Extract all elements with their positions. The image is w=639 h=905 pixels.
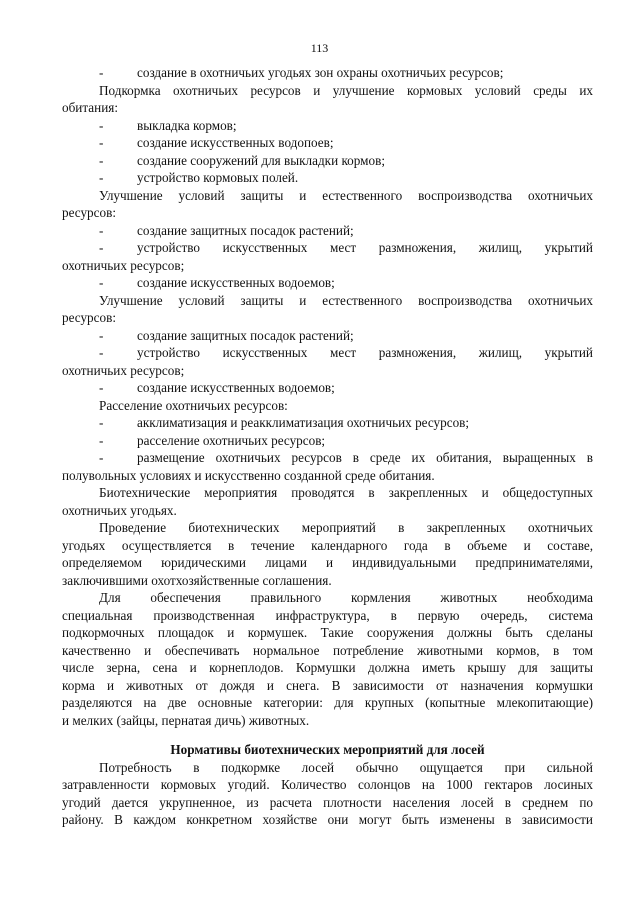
list-bullet: - [99,380,104,395]
paragraph-line: качественно и обеспечивать нормальное потребление животными кормов, в том [62,642,593,658]
paragraph-line: району. В каждом конкретном хозяйстве они могут быть изменены в зависимости [62,812,593,827]
list-item [62,379,593,397]
list-item-text: создание искусственных водопоев; [137,135,334,150]
list-item-text: расселение охотничьих ресурсов; [137,432,326,448]
list-item [62,344,593,362]
list-item [62,432,593,450]
document-body [62,64,593,829]
list-item [62,222,593,240]
paragraph-line: подкормочных площадок и кормушек. Такие сооружения должны быть сделаны [62,625,593,640]
paragraph-first-line: Расселение охотничьих ресурсов: [99,397,288,413]
paragraph-line: охотничьих ресурсов; [62,362,185,378]
paragraph-line: определяемом юридическими лицами и индивидуальными предпринимателями, [62,555,593,570]
list-item-text: устройство искусственных мест размножения, жилищ, укрытий [137,240,593,255]
list-bullet: - [99,152,104,168]
paragraph-line: и мелких (зайцы, пернатая дичь) животных. [62,712,310,728]
paragraph-first-line: Проведение биотехнических мероприятий в закрепленных охотничьих [99,520,593,535]
list-bullet: - [99,240,104,255]
list-bullet: - [99,135,104,150]
list-item-text: устройство искусственных мест размножения, жилищ, укрытий [137,345,593,360]
list-item [62,152,593,170]
paragraph-first-line: Подкормка охотничьих ресурсов и улучшение кормовых условий среды их [99,82,593,98]
list-item-text: размещение охотничьих ресурсов в среде их обитания, выращенных в [137,450,593,465]
list-item [62,134,593,152]
section-heading: Нормативы биотехнических мероприятий для лосей [170,742,485,757]
list-item [62,169,593,187]
list-item-text: создание защитных посадок растений; [137,222,354,238]
paragraph-first-line: Биотехнические мероприятия проводятся в закрепленных и общедоступных [99,485,593,500]
paragraph-line: числе зерна, сена и корнеплодов. Кормушки должна иметь крышу для защиты [62,660,593,675]
paragraph-first-line: Улучшение условий защиты и естественного воспроизводства охотничьих [99,187,593,203]
paragraph-line: обитания: [62,100,118,115]
paragraph-first-line: Улучшение условий защиты и естественного воспроизводства охотничьих [99,292,593,308]
list-item [62,327,593,345]
list-bullet: - [99,432,104,448]
list-bullet: - [99,170,104,185]
list-item [62,274,593,292]
list-bullet: - [99,117,104,133]
paragraph-line: ресурсов: [62,310,116,325]
list-bullet: - [99,450,104,465]
list-item [62,449,593,467]
list-item [62,64,593,82]
paragraph-line: охотничьих ресурсов; [62,257,185,273]
list-bullet: - [99,415,104,430]
list-item-text: создание сооружений для выкладки кормов; [137,152,385,168]
list-bullet: - [99,222,104,238]
paragraph-line: угодьях осуществляется в течение календарного года в объеме и составе, [62,537,593,553]
list-item-text: устройство кормовых полей. [137,170,299,185]
paragraph-first-line: Для обеспечения правильного кормления животных необходима [99,590,593,605]
paragraph-line: полувольных условиях и искусственно созданной среде обитания. [62,467,435,483]
paragraph-first-line: Потребность в подкормке лосей обычно ощущается при сильной [99,759,593,775]
list-item [62,117,593,135]
list-item [62,239,593,257]
paragraph-line: охотничьих угодьях. [62,502,177,518]
paragraph-line: затравленности кормовых угодий. Количество солонцов на 1000 гектаров лосиных [62,777,593,792]
paragraph-line: специальная производственная инфраструктура, в первую очередь, система [62,607,593,623]
list-item-text: создание в охотничьих угодьях зон охраны охотничьих ресурсов; [137,65,504,80]
paragraph-line: угодий дается укрупненное, из расчета плотности населения лосей в среднем по [62,794,593,810]
list-bullet: - [99,65,104,80]
list-item [62,414,593,432]
list-item-text: создание защитных посадок растений; [137,327,354,343]
list-bullet: - [99,327,104,343]
paragraph-line: разделяются на две основные категории: для крупных (копытные млекопитающие) [62,695,593,710]
section-gap [62,729,593,741]
list-item-text: создание искусственных водоемов; [137,275,335,290]
paragraph-line: ресурсов: [62,205,116,220]
list-item-text: создание искусственных водоемов; [137,380,335,395]
paragraph-line: корма и животных от дождя и снега. В зависимости от назначения кормушки [62,677,593,693]
list-item-text: выкладка кормов; [137,117,237,133]
paragraph-line: заключившими охотхозяйственные соглашения. [62,572,332,588]
page-number: 113 [310,41,329,55]
list-bullet: - [99,345,104,360]
list-item-text: акклиматизация и реакклиматизация охотничьих ресурсов; [137,415,470,430]
list-bullet: - [99,275,104,290]
